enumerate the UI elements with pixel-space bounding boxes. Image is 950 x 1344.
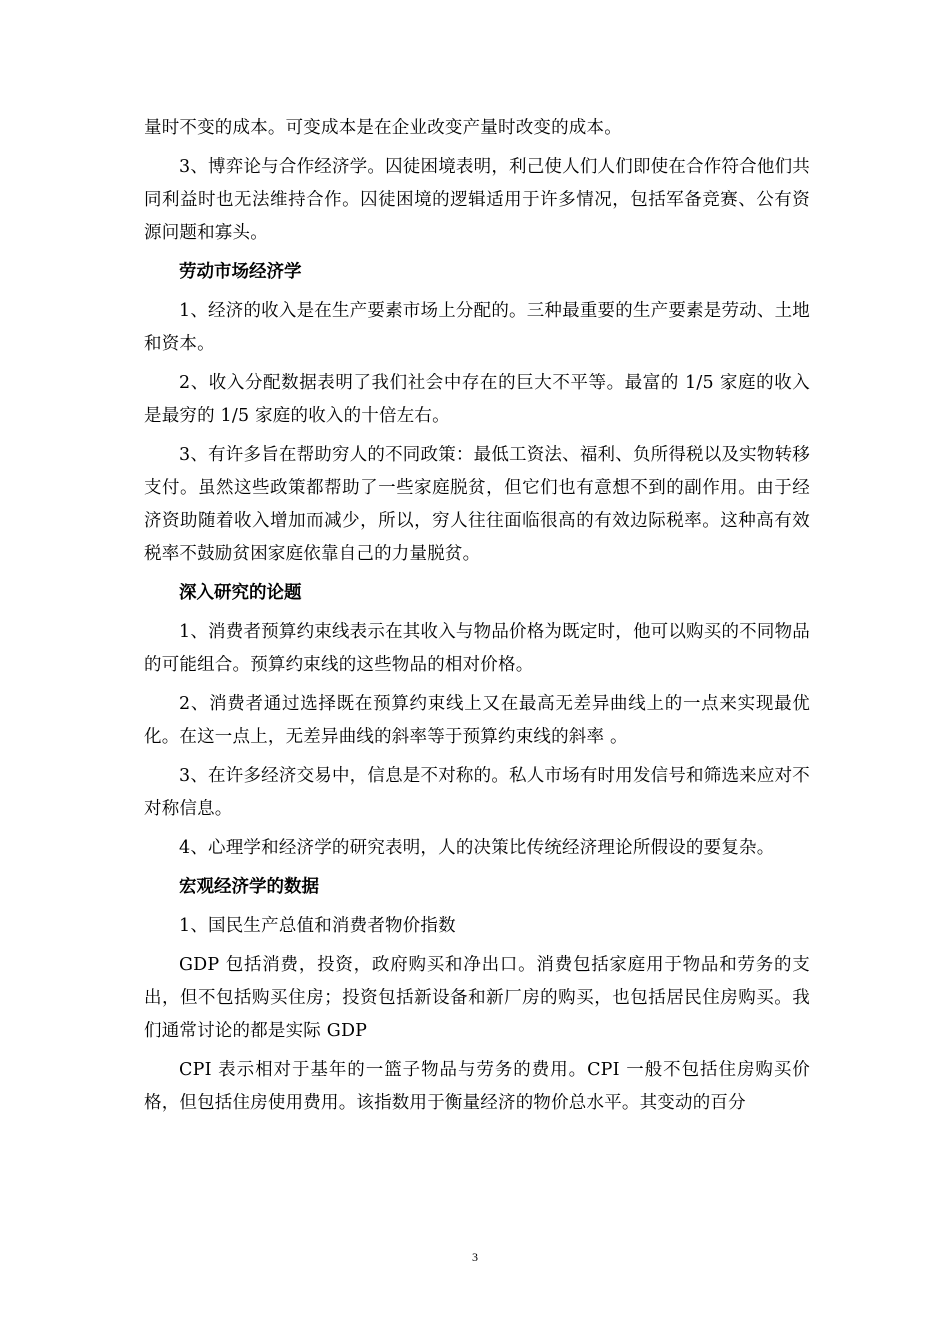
paragraph: 3、有许多旨在帮助穷人的不同政策：最低工资法、福利、负所得税以及实物转移支付。虽然这些政策都帮助了一些家庭脱贫，但它们也有意想不到的副作用。由于经济资助随着收入增加而减少，所以，穷人往往面临很高的有效边际税率。这种高有效税率不鼓励贫困家庭依靠自己的力量脱贫。 — [144, 445, 810, 564]
paragraph: 4、心理学和经济学的研究表明，人的决策比传统经济理论所假设的要复杂。 — [179, 838, 775, 858]
page-number: 3 — [472, 1250, 478, 1264]
paragraph: 3、在许多经济交易中，信息是不对称的。私人市场有时用发信号和筛选来应对不对称信息。 — [144, 766, 810, 819]
section-heading: 劳动市场经济学 — [179, 262, 302, 282]
paragraph: 量时不变的成本。可变成本是在企业改变产量时改变的成本。 — [144, 118, 622, 138]
section-heading: 宏观经济学的数据 — [179, 877, 319, 897]
paragraph: 2、消费者通过选择既在预算约束线上又在最高无差异曲线上的一点来实现最优化。在这一点上，无差异曲线的斜率等于预算约束线的斜率 。 — [144, 694, 810, 747]
paragraph: 3、博弈论与合作经济学。囚徒困境表明，利己使人们人们即使在合作符合他们共同利益时也无法维持合作。囚徒困境的逻辑适用于许多情况，包括军备竞赛、公有资源问题和寡头。 — [144, 157, 810, 243]
paragraph: 1、经济的收入是在生产要素市场上分配的。三种最重要的生产要素是劳动、土地和资本。 — [144, 301, 810, 354]
paragraph: CPI 表示相对于基年的一篮子物品与劳务的费用。CPI 一般不包括住房购买价格，但包括住房使用费用。该指数用于衡量经济的物价总水平。其变动的百分 — [144, 1060, 810, 1113]
paragraph: GDP 包括消费，投资，政府购买和净出口。消费包括家庭用于物品和劳务的支出，但不包括购买住房；投资包括新设备和新厂房的购买，也包括居民住房购买。我们通常讨论的都是实际 GDP — [144, 955, 810, 1041]
paragraph: 2、收入分配数据表明了我们社会中存在的巨大不平等。最富的 1/5 家庭的收入是最穷的 1/5 家庭的收入的十倍左右。 — [144, 373, 810, 426]
section-heading: 深入研究的论题 — [179, 583, 302, 603]
paragraph: 1、消费者预算约束线表示在其收入与物品价格为既定时，他可以购买的不同物品的可能组合。预算约束线的这些物品的相对价格。 — [144, 622, 810, 675]
document-body — [144, 112, 810, 1126]
paragraph: 1、国民生产总值和消费者物价指数 — [179, 916, 456, 936]
